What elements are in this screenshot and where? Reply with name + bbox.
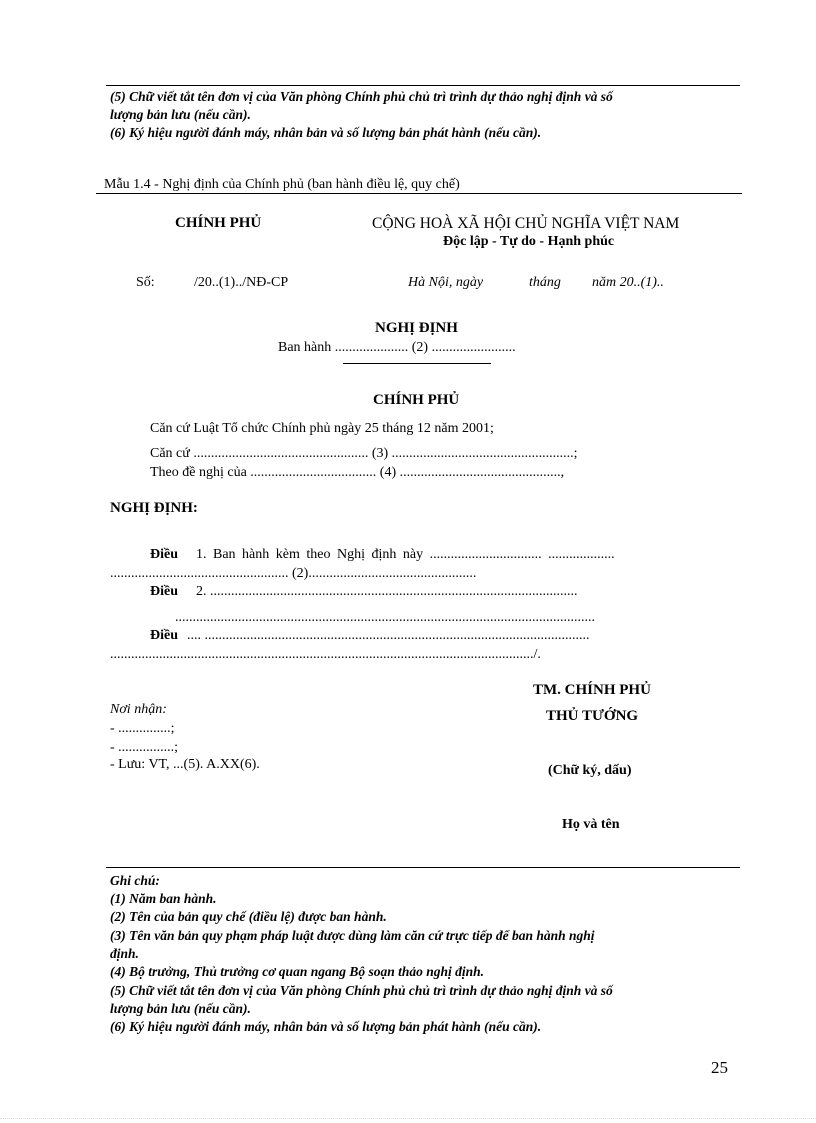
nation-name: CỘNG HOÀ XÃ HỘI CHỦ NGHĨA VIỆT NAM xyxy=(372,215,680,232)
place-date: Hà Nội, ngày xyxy=(408,275,484,290)
note-line: (1) Năm ban hành. xyxy=(110,891,217,906)
note-line: (3) Tên văn bản quy phạm pháp luật được dùng làm căn cứ trực tiếp để ban hành nghị xyxy=(110,928,595,943)
form-caption: Mẫu 1.4 - Nghị định của Chính phủ (ban hành điều lệ, quy chế) xyxy=(104,177,460,192)
legal-basis-line: Theo đề nghị của .................................... (4) .............................................., xyxy=(150,465,565,480)
page-edge xyxy=(0,1118,816,1119)
doc-type: NGHỊ ĐỊNH xyxy=(375,320,458,336)
signature-position: THỦ TƯỚNG xyxy=(546,708,639,724)
legal-basis-line: Căn cứ Luật Tổ chức Chính phủ ngày 25 tháng 12 năm 2001; xyxy=(150,421,494,436)
caption-rule xyxy=(96,193,742,194)
signer-name: Họ và tên xyxy=(562,817,620,832)
signature-on-behalf: TM. CHÍNH PHỦ xyxy=(533,682,651,698)
decree-heading: NGHỊ ĐỊNH: xyxy=(110,500,198,516)
recipient-line: - ................; xyxy=(110,740,179,755)
note-line: (4) Bộ trưởng, Thủ trưởng cơ quan ngang Bộ soạn thảo nghị định. xyxy=(110,964,485,979)
note-line: (2) Tên của bản quy chế (điều lệ) được ban hành. xyxy=(110,909,387,924)
recipients-label: Nơi nhận: xyxy=(110,702,167,717)
date-year: năm 20..(1).. xyxy=(592,275,664,290)
issuer-name: CHÍNH PHỦ xyxy=(175,215,262,231)
top-rule xyxy=(106,85,740,86)
top-note-line: (6) Ký hiệu người đánh máy, nhân bản và số lượng bản phát hành (nếu cần). xyxy=(110,125,542,140)
page-number: 25 xyxy=(711,1058,728,1077)
note-line: (5) Chữ viết tắt tên đơn vị của Văn phòng Chính phủ chủ trì trình dự thảo nghị định và số xyxy=(110,983,613,998)
top-note-line: (5) Chữ viết tắt tên đơn vị của Văn phòng Chính phủ chủ trì trình dự thảo nghị định và số xyxy=(110,89,613,104)
motto: Độc lập - Tự do - Hạnh phúc xyxy=(443,234,615,249)
article-1-text: 1. Ban hành kèm theo Nghị định này ................................ ................... xyxy=(196,547,615,562)
legal-basis-line: Căn cứ .................................................. (3) ....................................................; xyxy=(150,446,578,461)
doc-subject: Ban hành ..................... (2) ........................ xyxy=(278,340,516,355)
article-2-continuation: ........................................................................................................................ xyxy=(175,610,595,625)
article-1-continuation: ................................................... (2)................................................ xyxy=(110,566,477,581)
number-label: Số: xyxy=(136,275,155,290)
article-2-label: Điều xyxy=(150,584,178,599)
signature-placeholder: (Chữ ký, dấu) xyxy=(548,763,632,778)
recipient-line: - ...............; xyxy=(110,721,175,736)
title-underline xyxy=(343,363,491,364)
top-note-line: lượng bản lưu (nếu cần). xyxy=(110,107,251,122)
article-1-label: Điều xyxy=(150,547,178,562)
note-line: định. xyxy=(110,946,139,961)
note-line: (6) Ký hiệu người đánh máy, nhân bản và số lượng bản phát hành (nếu cần). xyxy=(110,1019,542,1034)
article-3-continuation: ........................................................................................................................./. xyxy=(110,647,541,662)
article-3-text: .... .............................................................................................................. xyxy=(187,628,590,643)
authority-heading: CHÍNH PHỦ xyxy=(373,392,460,408)
recipient-line: - Lưu: VT, ...(5). A.XX(6). xyxy=(110,757,260,772)
notes-heading: Ghi chú: xyxy=(110,873,160,888)
article-2-text: 2. ......................................................................................................... xyxy=(196,584,578,599)
article-3-label: Điều xyxy=(150,628,178,643)
number-value: /20..(1)../NĐ-CP xyxy=(194,275,289,290)
notes-rule xyxy=(106,867,740,868)
date-month: tháng xyxy=(529,275,561,290)
note-line: lượng bản lưu (nếu cần). xyxy=(110,1001,251,1016)
